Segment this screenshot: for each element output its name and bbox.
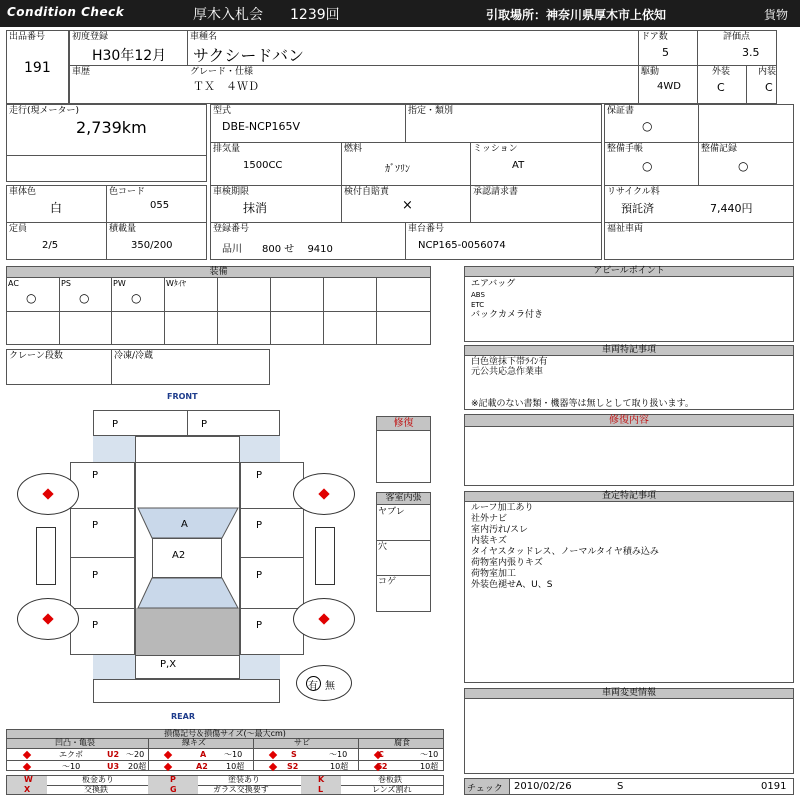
exterior-label: 外装 (712, 67, 731, 77)
front-left-wheel (17, 473, 79, 515)
presence-yes: 有 (308, 681, 318, 692)
color-code-value: 055 (150, 200, 170, 211)
designation-label: 指定・類別 (408, 106, 454, 116)
cabin-hole: 穴 (378, 542, 388, 552)
auction-name: 厚木入札会 (193, 7, 263, 23)
code-w-desc: 板金あり (82, 775, 114, 784)
assessment-line-6: 荷物室内張りキズ (471, 558, 543, 568)
exterior-value: C (717, 81, 725, 94)
code-g: G (170, 785, 177, 794)
assessment-line-5: タイヤスタッドレス、ノーマルタイヤ積み込み (471, 547, 659, 557)
legend-corrosion-r2-b: 10超 (420, 762, 439, 771)
code-x-desc: 交換鉄 (84, 785, 108, 794)
fuel-value: ｶﾞｿﾘﾝ (385, 164, 410, 175)
crane-label: クレーン段数 (9, 351, 63, 361)
lot-number: 191 (24, 60, 51, 76)
mark-right-4: P (256, 620, 263, 631)
welfare-label: 福祉車両 (607, 224, 644, 234)
front-right-wheel (293, 473, 355, 515)
appeal-line-4: バックカメラ付き (471, 310, 544, 320)
equip-ac-label: AC (8, 279, 19, 288)
cabin-burn: コゲ (378, 577, 397, 587)
special-title: 車両特記事項 (601, 345, 656, 355)
warranty-label: 保証書 (607, 106, 635, 116)
mark-front-right: P (201, 419, 208, 430)
legend-scratch-r2-a: A2 (196, 762, 208, 771)
recycle-status: 預託済 (621, 202, 654, 215)
legend-group-scratch: 線キズ (182, 738, 206, 747)
code-l-desc: レンズ割れ (372, 785, 412, 794)
special-line-2: 元公共応急作業車 (471, 367, 544, 377)
score-label: 評価点 (723, 32, 751, 42)
mark-left-1: P (92, 470, 99, 481)
equip-pw-label: PW (113, 279, 126, 288)
legend-group-dent: 凹凸・亀裂 (55, 738, 95, 747)
code-l: L (318, 785, 324, 794)
history-label: 車歴 (72, 67, 91, 77)
legend-scratch-r2-b: 10超 (226, 762, 245, 771)
mark-right-1: P (256, 470, 263, 481)
plate-label: 登録番号 (213, 224, 250, 234)
legend-dent-r2-c: 20超 (128, 762, 147, 771)
equip-pw-mark: ○ (131, 291, 142, 305)
legend-dent-r1-b: U2 (107, 750, 120, 759)
interior-value: C (765, 81, 773, 94)
records-value: ○ (738, 159, 749, 173)
drive-value: 4WD (657, 81, 681, 92)
legend-dent-r1-a: エクボ (59, 750, 83, 759)
front-label: FRONT (167, 392, 198, 401)
color-code-label: 色コード (109, 187, 146, 197)
recycle-amount: 7,440円 (710, 202, 753, 215)
displacement-label: 排気量 (213, 144, 241, 154)
legend-rust-r1-a: S (291, 750, 297, 759)
assessment-line-7: 荷物室加工 (471, 569, 517, 579)
drive-label: 駆動 (641, 67, 660, 77)
mark-windshield: A (181, 519, 188, 530)
inspection-label: 車検期限 (213, 187, 250, 197)
legend-dent-r2-b: U3 (107, 762, 120, 771)
doors-label: ドア数 (641, 32, 668, 42)
rear-right-wheel (293, 598, 355, 640)
mark-left-4: P (92, 620, 99, 631)
rear-label: REAR (171, 712, 195, 721)
assessment-line-4: 内装キズ (471, 536, 507, 546)
interior-label: 内装 (758, 67, 777, 77)
load-value: 350/200 (131, 240, 173, 251)
assessment-line-8: 外装色褪せA、U、S (471, 580, 553, 590)
displacement-value: 1500CC (243, 160, 283, 171)
code-p-desc: 塗装あり (228, 775, 260, 784)
code-g-desc: ガラス交換要す (213, 785, 269, 794)
equip-wtire-label: Wﾀｲﾔ (166, 279, 186, 288)
warranty-value: ○ (642, 119, 653, 133)
repair-title: 修復 (393, 418, 414, 429)
first-reg-label: 初度登録 (72, 32, 109, 42)
repair-detail-box (464, 426, 794, 486)
right-mirror (315, 527, 335, 585)
appeal-title: アピールポイント (593, 266, 665, 276)
code-x: X (24, 785, 31, 794)
mission-value: AT (512, 160, 525, 171)
presence-indicator (296, 665, 352, 701)
legend-corrosion-r1-a: C (378, 750, 384, 759)
recycle-label: リサイクル料 (607, 187, 660, 197)
left-mirror (36, 527, 56, 585)
special-note: ※記載のない書類・機器等は無しとして取り扱います。 (471, 399, 694, 409)
special-line-1: 白色塗抹下帯ﾗｲﾝ有 (471, 357, 548, 367)
pickup-location: 引取場所：神奈川県厚木市上依知 (486, 8, 667, 22)
legend-group-rust: サビ (294, 738, 310, 747)
lot-label: 出品番号 (9, 32, 46, 42)
model-label: 型式 (213, 106, 232, 116)
legend-rust-r1-b: ～10 (329, 750, 348, 759)
color-label: 車体色 (9, 187, 37, 197)
check-code: S (617, 781, 624, 792)
chassis-value: NCP165-0056074 (418, 240, 506, 251)
mark-left-3: P (92, 570, 99, 581)
vehicle-category: 貨物 (764, 8, 789, 22)
check-number: 0191 (761, 781, 787, 792)
logo: Condition Check (7, 5, 125, 19)
rear-left-wheel (17, 598, 79, 640)
legend-scratch-r1-b: ～10 (224, 750, 243, 759)
legend-group-corrosion: 腐食 (394, 738, 410, 747)
insurance-value: × (402, 198, 413, 213)
check-label: チェック (467, 784, 503, 794)
insurance-label: 検付自賠責 (344, 187, 390, 197)
mark-right-3: P (256, 570, 263, 581)
mark-front-left: P (112, 419, 119, 430)
equip-ac-mark: ○ (26, 291, 37, 305)
mark-rear-gate: P,X (160, 659, 177, 670)
car-name: サクシードバン (193, 46, 305, 65)
assessment-line-1: ルーフ加工あり (471, 503, 534, 513)
doors-value: 5 (662, 46, 669, 59)
legend-rust-r2-a: S2 (287, 762, 299, 771)
equip-ps-mark: ○ (79, 291, 90, 305)
manual-value: ○ (642, 159, 653, 173)
equip-ps-label: PS (61, 279, 71, 288)
grade-label: グレード・仕様 (190, 67, 254, 77)
color-value: 白 (50, 201, 63, 215)
inspection-value: 抹消 (243, 201, 268, 215)
grade-value: ＴＸ ４ＷＤ (193, 80, 259, 93)
legend-dent-r1-c: ～20 (126, 750, 145, 759)
cabin-tear: ヤブレ (378, 507, 405, 517)
legend-scratch-r1-a: A (200, 750, 207, 759)
fuel-label: 燃料 (344, 144, 363, 154)
assessment-line-3: 室内汚れ/スレ (471, 525, 529, 535)
mileage-value: 2,739km (76, 118, 147, 137)
repair-header (376, 416, 431, 431)
first-reg: H30年12月 (92, 48, 167, 64)
code-w: W (24, 775, 33, 784)
assessment-title: 査定特記事項 (601, 491, 656, 501)
load-label: 積載量 (109, 224, 137, 234)
legend-title: 損傷記号＆損傷サイズ(～最大cm) (164, 729, 286, 738)
mileage-label: 走行(現メーター) (9, 106, 80, 116)
plate-value: 品川 800 せ 9410 (222, 244, 333, 255)
changes-box (464, 698, 794, 774)
mark-roof: A2 (172, 550, 186, 561)
code-p: P (170, 775, 176, 784)
chassis-label: 車台番号 (408, 224, 445, 234)
appeal-line-3: ETC (471, 301, 485, 309)
code-k-desc: 巻板鉄 (378, 775, 402, 784)
score-value: 3.5 (742, 46, 760, 59)
changes-title: 車両変更情報 (601, 688, 656, 698)
code-k: K (318, 775, 325, 784)
model-value: DBE-NCP165V (222, 120, 300, 133)
cabin-box (376, 504, 431, 612)
manual-label: 整備手帳 (607, 144, 644, 154)
car-name-label: 車種名 (190, 32, 218, 42)
appeal-line-2: ABS (471, 291, 485, 299)
capacity-value: 2/5 (42, 240, 59, 251)
presence-no: 無 (325, 681, 335, 692)
mission-label: ミッション (473, 144, 518, 154)
mark-right-2: P (256, 520, 263, 531)
repair-detail-title: 修復内容 (609, 415, 649, 426)
records-label: 整備記録 (701, 144, 738, 154)
legend-corrosion-r2-a: C2 (376, 762, 388, 771)
assessment-line-2: 社外ナビ (471, 514, 508, 524)
mark-left-2: P (92, 520, 99, 531)
auction-session: 1239回 (290, 7, 340, 23)
check-date: 2010/02/26 (514, 781, 572, 792)
refrig-label: 冷凍/冷蔵 (114, 351, 154, 361)
repair-box (376, 430, 431, 483)
appeal-line-1: エアバッグ (471, 279, 516, 289)
equipment-title: 装備 (209, 267, 228, 277)
legend-rust-r2-b: 10超 (330, 762, 349, 771)
capacity-label: 定員 (9, 224, 28, 234)
legend-dent-r2-a: ～10 (62, 762, 81, 771)
cabin-title: 客室内張 (385, 493, 422, 503)
legend-corrosion-r1-b: ～10 (420, 750, 439, 759)
approval-label: 承認請求書 (473, 187, 519, 197)
